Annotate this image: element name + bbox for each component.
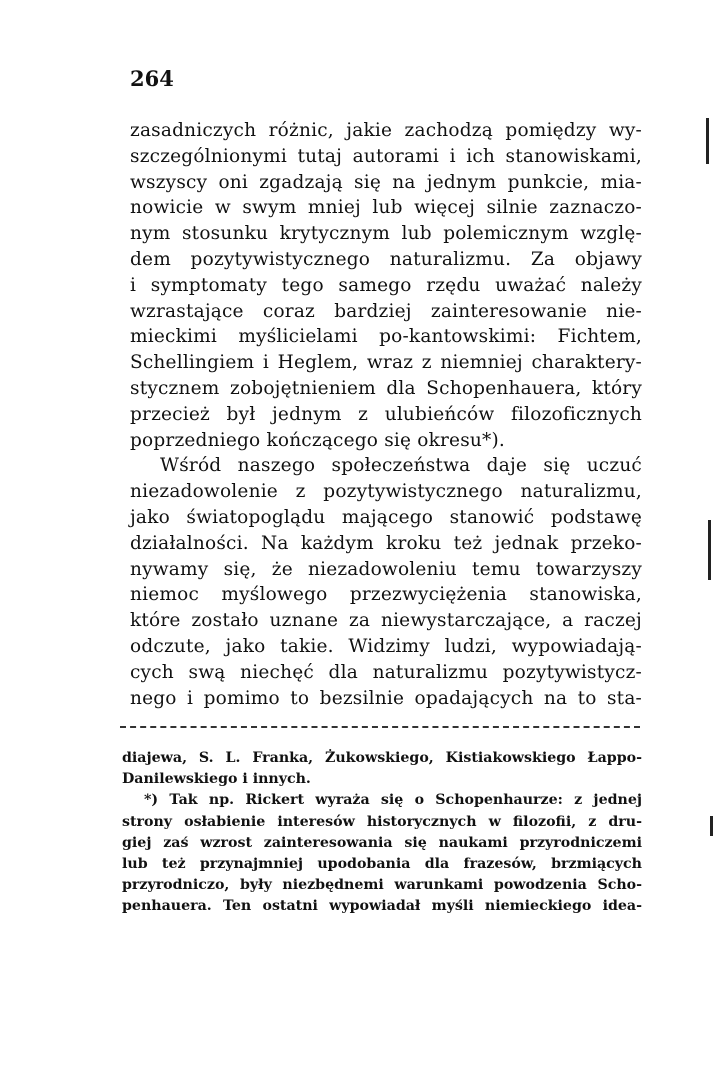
body-text [130,118,642,711]
body-line: nywamy się, że niezadowoleniu temu towarzyszy [130,558,642,580]
body-line: stycznem zobojętnieniem dla Schopenhauera, który [130,377,642,399]
body-line: cych swą niechęć dla naturalizmu pozytywistycz- [130,661,642,683]
body-line: jako światopoglądu mającego stanowić podstawę [130,506,642,528]
footnote-line: strony osłabienie interesów historycznych w filozofii, z dru- [122,813,642,830]
body-line: przecież był jednym z ulubieńców filozoficznych [130,403,642,425]
body-line: szczególnionymi tutaj autorami i ich stanowiskami, [130,145,642,167]
footnote-line: diajewa, S. L. Franka, Żukowskiego, Kistiakowskiego Łappo- [122,750,642,766]
body-line: dem pozytywistycznego naturalizmu. Za objawy [130,248,642,270]
body-line: nym stosunku krytycznym lub polemicznym wzglę- [130,223,642,245]
body-line: Wśród naszego społeczeństwa daje się uczuć [160,455,642,477]
body-line: Schellingiem i Heglem, wraz z niemniej charaktery- [130,352,642,374]
footnote-line: penhauera. Ten ostatni wypowiadał myśli niemieckiego idea- [122,898,642,915]
body-line: nego i pomimo to bezsilnie opadających na to sta- [130,687,642,709]
body-line: i symptomaty tego samego rzędu uważać należy [130,274,642,296]
page-number: 264 [130,66,174,91]
scan-edge-mark [708,520,711,580]
footnote-divider [120,726,640,728]
body-line: nowicie w swym mniej lub więcej silnie zaznaczo- [130,197,642,219]
footnote-line: lub też przynajmniej upodobania dla frazesów, brzmiących [122,856,642,873]
body-line: wszyscy oni zgadzają się na jednym punkcie, mia- [130,171,642,193]
body-line: zasadniczych różnic, jakie zachodzą pomiędzy wy- [130,120,642,141]
footnote-line: przyrodniczo, były niezbędnemi warunkami powodzenia Scho- [122,877,642,894]
body-line: odczute, jako takie. Widzimy ludzi, wypowiadają- [130,635,642,657]
body-line: niezadowolenie z pozytywistycznego naturalizmu, [130,481,642,503]
footnotes [122,748,642,918]
body-line: poprzedniego kończącego się okresu*). [130,429,505,451]
body-line: które zostało uznane za niewystarczające, a raczej [130,610,642,632]
footnote-line: Danilewskiego i innych. [122,771,311,788]
body-line: wzrastające coraz bardziej zainteresowanie nie- [130,300,642,322]
body-line: mieckimi myślicielami po-kantowskimi: Fichtem, [130,326,642,348]
footnote-line: giej zaś wzrost zainteresowania się naukami przyrodniczemi [122,834,642,851]
scan-edge-mark [710,816,713,836]
scan-edge-mark [706,118,709,164]
body-line: niemoc myślowego przezwyciężenia stanowiska, [130,584,642,606]
body-line: działalności. Na każdym kroku też jednak przeko- [130,532,642,554]
footnote-line: *) Tak np. Rickert wyraża się o Schopenhaurze: z jednej [144,792,642,809]
